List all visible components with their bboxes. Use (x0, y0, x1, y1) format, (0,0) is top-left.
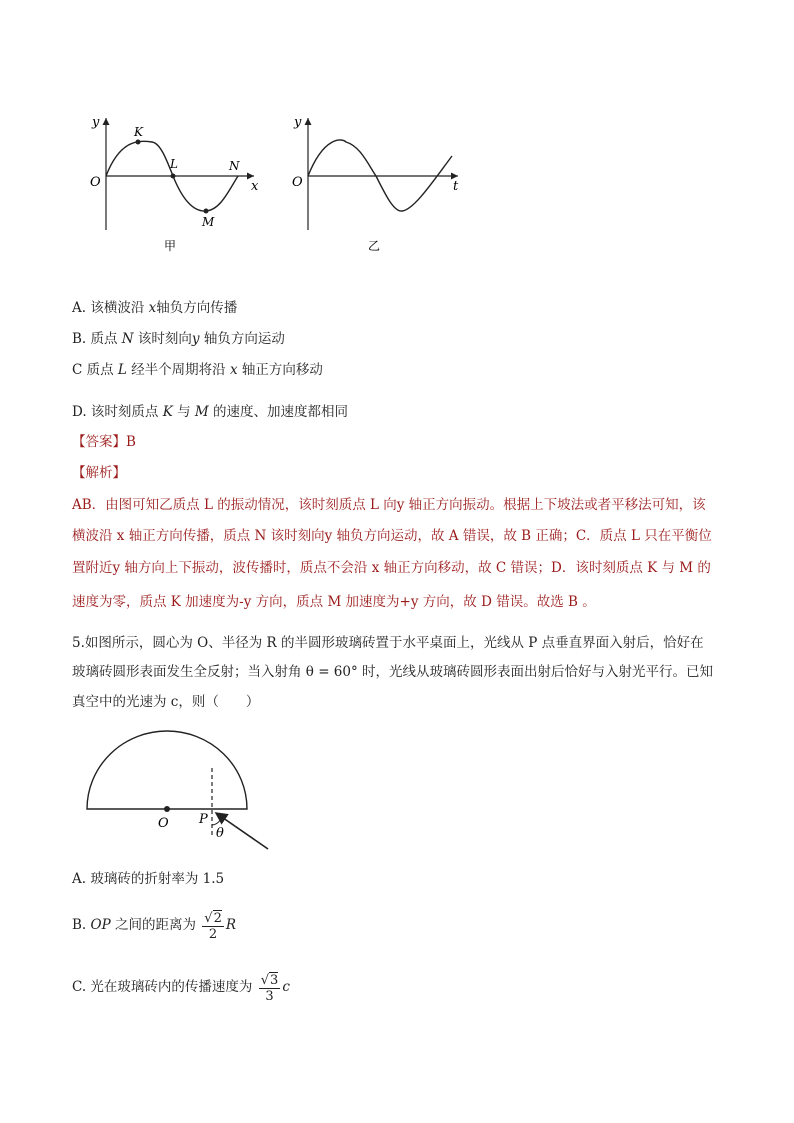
analysis-line-3: 置附近y 轴方向上下振动，波传播时，质点不会沿 x 轴正方向移动，故 C 错误；D．该时刻质点 K 与 M 的 (72, 560, 711, 576)
analysis-line-2: 横波沿 x 轴正方向传播，质点 N 该时刻向y 轴负方向运动，故 A 错误，故 B 正确；C．质点 L 只在平衡位 (72, 528, 712, 544)
answer (72, 432, 136, 452)
wave-figure-jia (86, 110, 276, 260)
label-o: O (158, 816, 169, 831)
caption-yi: 乙 (368, 239, 381, 253)
caption-jia: 甲 (164, 239, 177, 253)
label-k: K (134, 125, 143, 139)
q5-option-a: A. 玻璃砖的折射率为 1.5 (72, 871, 225, 887)
answer-value: B (126, 434, 136, 450)
question5-line-3: 真空中的光速为 c，则（ ） (72, 694, 260, 710)
analysis-line-1: AB．由图可知乙质点 L 的振动情况，该时刻质点 L 向y 轴正方向振动。根据上下坡法或者平移法可知，该 (72, 497, 706, 513)
angle-arc (212, 818, 221, 825)
semicircle-outline (87, 731, 247, 809)
point-m (204, 209, 209, 214)
y-axis-label: y (92, 115, 100, 130)
option-a: A. 该横波沿 x轴负方向传播 (72, 300, 238, 316)
question5-line-2: 玻璃砖圆形表面发生全反射；当入射角 θ = 60° 时，光线从玻璃砖圆形表面出射后恰好与入射光平行。已知 (72, 664, 714, 680)
fraction-sqrt3-over-3: $\frac{√3}{3}$ (260, 972, 279, 1004)
analysis-line-4: 速度为零，质点 K 加速度为-y 方向，质点 M 加速度为+y 方向，故 D 错误。故选 B 。 (72, 594, 596, 610)
label-p: P (199, 812, 208, 827)
analysis-label: 【解析】 (72, 465, 126, 481)
q5-option-c: C. 光在玻璃砖内的传播速度为 $\frac{√3}{3}$ c (72, 972, 290, 1004)
semicircle-glass-figure (80, 725, 280, 855)
t-axis-label: t (453, 179, 459, 194)
option-b: B. 质点 N 该时刻向y 轴负方向运动 (72, 331, 285, 347)
center-point-o (164, 806, 170, 812)
option-c: C 质点 L 经半个周期将沿 x 轴正方向移动 (72, 362, 323, 378)
option-d: D. 该时刻质点 K 与 M 的速度、加速度都相同 (72, 404, 349, 420)
fraction-sqrt2-over-2: $\frac{√2}{2}$ (204, 910, 222, 942)
origin-label: O (292, 175, 303, 190)
label-n: N (229, 159, 240, 173)
origin-label: O (90, 175, 101, 190)
y-axis-label: y (294, 115, 302, 130)
q5-option-b: B. OP 之间的距离为 $\frac{√2}{2}$ R (72, 910, 237, 942)
label-l: L (170, 157, 178, 171)
label-m: M (202, 215, 215, 229)
point-k (136, 140, 141, 145)
answer-label: 【答案】 (72, 434, 126, 450)
x-axis-label: x (251, 179, 259, 194)
wave-figure-yi (288, 110, 468, 260)
label-theta: θ (216, 826, 224, 841)
question5-line-1: 5.如图所示，圆心为 O、半径为 R 的半圆形玻璃砖置于水平桌面上，光线从 P 点垂直界面入射后，恰好在 (72, 635, 704, 651)
point-l (171, 174, 176, 179)
